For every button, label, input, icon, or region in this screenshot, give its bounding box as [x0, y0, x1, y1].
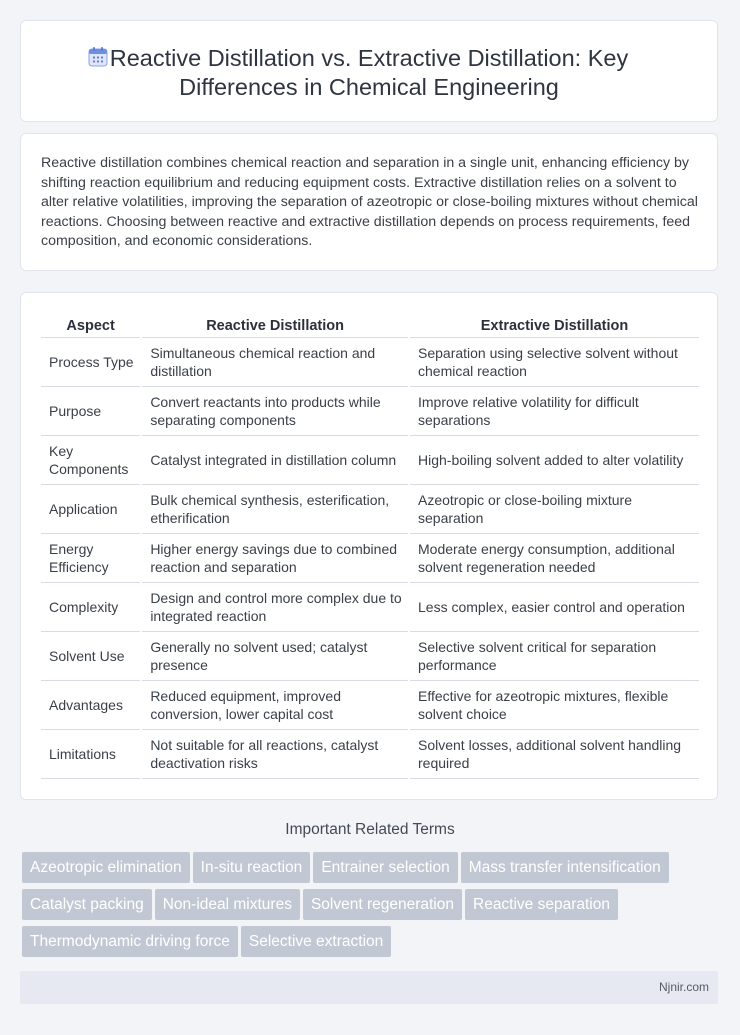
comparison-table: [41, 311, 699, 779]
table-row: [41, 534, 699, 583]
cell-reactive: Catalyst integrated in distillation column: [142, 436, 408, 485]
cell-aspect: Energy Efficiency: [41, 534, 140, 583]
table-row: [41, 387, 699, 436]
related-term-tag[interactable]: Entrainer selection: [313, 852, 457, 883]
cell-extractive: Moderate energy consumption, additional solvent regeneration needed: [410, 534, 699, 583]
footer: [20, 971, 718, 1004]
cell-reactive: Not suitable for all reactions, catalyst deactivation risks: [142, 730, 408, 779]
page-title: [21, 44, 717, 102]
title-card: [20, 20, 718, 122]
related-terms-list: [22, 852, 722, 963]
cell-reactive: Reduced equipment, improved conversion, lower capital cost: [142, 681, 408, 730]
cell-aspect: Limitations: [41, 730, 140, 779]
cell-reactive: Higher energy savings due to combined reaction and separation: [142, 534, 408, 583]
header-reactive: Reactive Distillation: [142, 311, 408, 338]
cell-reactive: Simultaneous chemical reaction and distillation: [142, 338, 408, 387]
table-row: [41, 338, 699, 387]
cell-extractive: High-boiling solvent added to alter volatility: [410, 436, 699, 485]
related-term-tag[interactable]: Non-ideal mixtures: [155, 889, 300, 920]
related-term-tag[interactable]: Azeotropic elimination: [22, 852, 190, 883]
table-row: [41, 583, 699, 632]
related-term-tag[interactable]: Solvent regeneration: [303, 889, 462, 920]
related-terms-title: Important Related Terms: [285, 821, 455, 838]
table-row: [41, 436, 699, 485]
table-row: [41, 730, 699, 779]
related-term-tag[interactable]: Catalyst packing: [22, 889, 152, 920]
footer-site: Njnir.com: [658, 980, 709, 994]
related-term-tag[interactable]: Selective extraction: [241, 926, 391, 957]
cell-reactive: Generally no solvent used; catalyst presence: [142, 632, 408, 681]
cell-aspect: Advantages: [41, 681, 140, 730]
table-header-row: [41, 311, 699, 338]
table-row: [41, 485, 699, 534]
cell-aspect: Solvent Use: [41, 632, 140, 681]
cell-aspect: Process Type: [41, 338, 140, 387]
header-extractive: Extractive Distillation: [410, 311, 699, 338]
intro-paragraph: Reactive distillation combines chemical reaction and separation in a single unit, enhancing efficiency by shifting reaction equilibrium and reducing equipment costs. Extractive distillation relies on a solvent to alter relative volatilities, improving the separation of azeotropic or close-boiling mixtures without chemical reactions. Choosing between reactive and extractive distillation depends on process requirements, feed composition, and economic considerations.: [41, 155, 698, 250]
intro-card: [20, 133, 718, 271]
related-term-tag[interactable]: Reactive separation: [465, 889, 618, 920]
title-line-1: Reactive Distillation vs. Extractive Distillation: Key: [109, 45, 629, 71]
table-row: [41, 681, 699, 730]
cell-extractive: Azeotropic or close-boiling mixture separation: [410, 485, 699, 534]
cell-aspect: Complexity: [41, 583, 140, 632]
header-aspect: Aspect: [41, 311, 140, 338]
cell-extractive: Improve relative volatility for difficult separations: [410, 387, 699, 436]
cell-extractive: Separation using selective solvent without chemical reaction: [410, 338, 699, 387]
title-line-2: Differences in Chemical Engineering: [179, 74, 559, 100]
comparison-card: [20, 292, 718, 800]
cell-aspect: Key Components: [41, 436, 140, 485]
cell-reactive: Bulk chemical synthesis, esterification, etherification: [142, 485, 408, 534]
cell-extractive: Solvent losses, additional solvent handling required: [410, 730, 699, 779]
cell-extractive: Effective for azeotropic mixtures, flexible solvent choice: [410, 681, 699, 730]
table-row: [41, 632, 699, 681]
cell-reactive: Design and control more complex due to integrated reaction: [142, 583, 408, 632]
cell-aspect: Application: [41, 485, 140, 534]
related-term-tag[interactable]: Thermodynamic driving force: [22, 926, 238, 957]
related-term-tag[interactable]: In-situ reaction: [193, 852, 311, 883]
cell-reactive: Convert reactants into products while separating components: [142, 387, 408, 436]
cell-aspect: Purpose: [41, 387, 140, 436]
cell-extractive: Less complex, easier control and operation: [410, 583, 699, 632]
cell-extractive: Selective solvent critical for separation performance: [410, 632, 699, 681]
related-term-tag[interactable]: Mass transfer intensification: [461, 852, 669, 883]
